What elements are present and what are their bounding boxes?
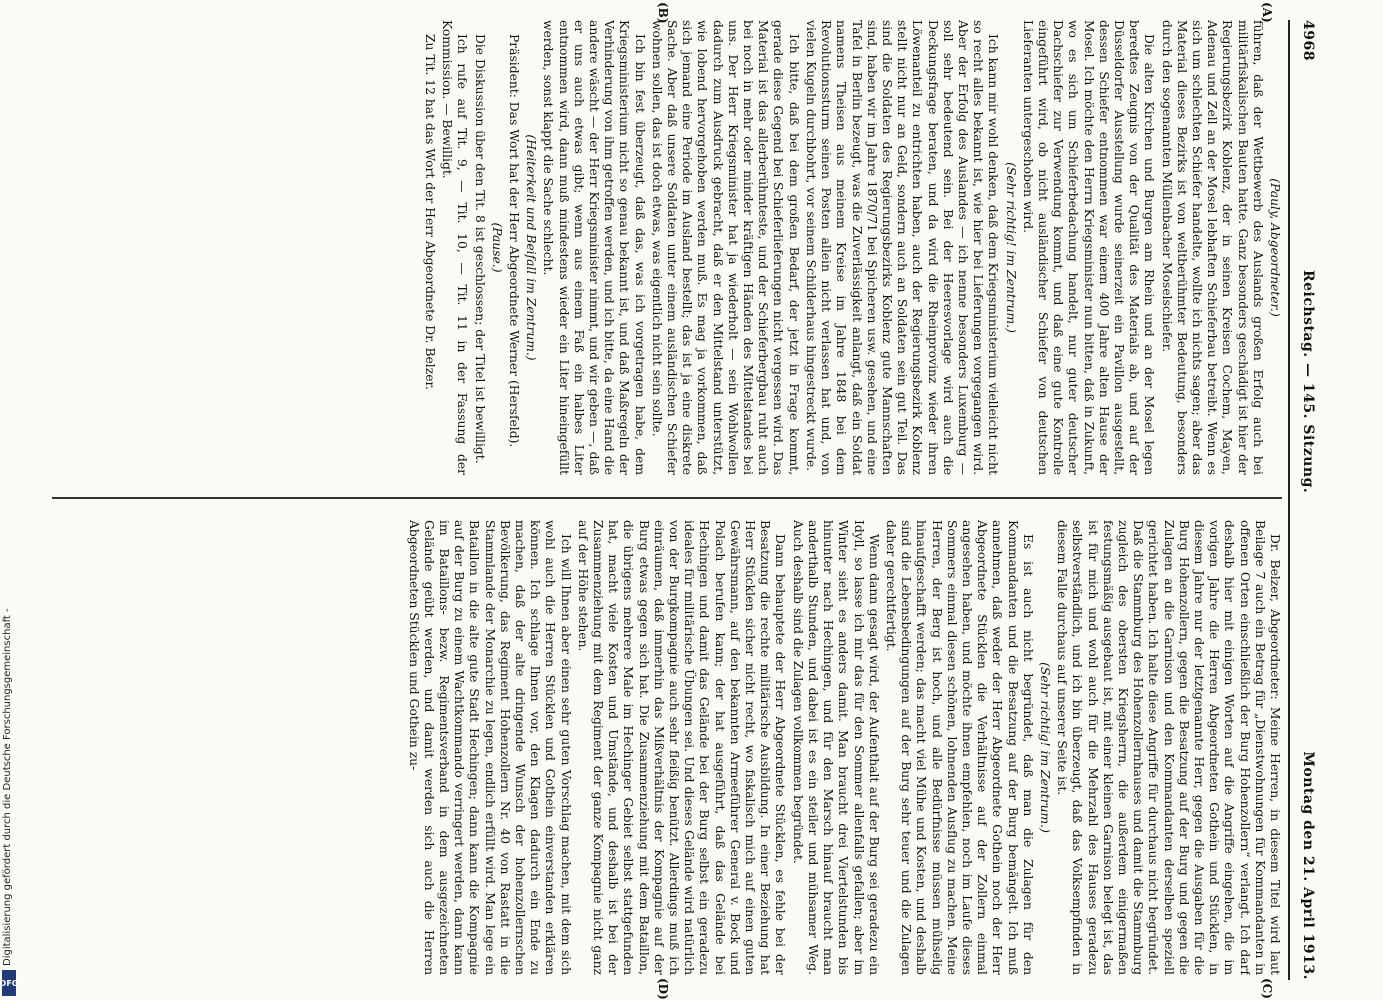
paragraph: Ich kann mir wohl denken, daß dem Kriegsministerium vielleicht nicht so recht alles bekannt ist, wie hier bei Lieferungen vorgegangen wird. Aber der Erfolg des Auslandes — ich nenne besonders Luxemburg — soll sehr bedeutend sein. Bei der Heeresvorlage wird auch die Deckungsfrage beraten, und da wird die Rheinprovinz wieder ihren Löwenanteil zu entrichten haben, auch der Regierungsbezirk Koblenz stellt nicht nur an Geld, sondern auch an Soldaten sein gut Teil. Das sind die Soldaten des Regierungsbezirks Koblenz gute Mannschaften sind, haben wir im Jahre 1870/71 bei Spicheren usw. gesehen, und eine Tafel in Berlin bezeugt, was die Zuverlässigkeit anlangt, daß ein Soldat namens Theisen aus meinem Kreise im Jahre 1848 bei dem Revolutionssturm seinen Posten allein nicht verlassen hat und, von vielen Kugeln durchbohrt, vor seinem Schilderhaus hingestreckt wurde. [803, 20, 1001, 475]
header-session: Reichstag. — 145. Sitzung. [1300, 270, 1316, 494]
paragraph: Die alten Kirchen und Burgen am Rhein und an der Mosel legen beredtes Zeugnis von der Qualität des Materials ab, und auf der Düsseldorfer Ausstellung wurde seinerzeit ein Pavillon ausgestellt, dessen Schiefer entnommen war einem 400 Jahre alten Hause der Mosel. Ich möchte den Herrn Kriegsminister nun bitten, daß in Zukunft, wo es sich um Schieferbedachung handelt, nur guter deutscher Dachschiefer zur Verwendung kommt, und daß eine gute Kontrolle eingeführt wird, ob nicht ausländischer Schiefer von deutschen Lieferanten untergeschoben wird. [1020, 20, 1157, 475]
paragraph: führen, daß der Wettbewerb des Auslands großen Erfolg auch bei militärfiskalischen Bauten hatte. Ganz besonders geschädigt ist hier der Regierungsbezirk Koblenz, der in seinen Kreisen Cochem, Mayen, Adenau und Zell an der Mosel lebhaften Schieferbau betreibt. Wenn es sich um schlechten Schiefer handelte, wollte ich nichts sagen; aber das Material dieses Bezirks ist von weltberühmter Bedeutung, besonders durch den sogenannten Müllenbacher Moselschiefer. [1159, 20, 1265, 475]
paragraph: Dann behauptete der Herr Abgeordnete Stücklen, es fehle bei der Besatzung die rechte militärische Ausbildung. In einer Beziehung hat Herr Stücklen sicher nicht recht, wo fiskalisch mich auf einen guten Gewährsmann, auf den bekannten Armeeführer General v. Bock und Polach berufen kann; der hat ausgeführt, daß das Gelände bei Hechingen und damit das Gelände bei der Burg selbst ein geradezu ideales für militärische Übungen sei. Und dieses Gelände wird natürlich von der Burgkompagnie auch sehr fleißig benützt. Allerdings muß ich einräumen, daß immerhin das Mißverhältnis der Kompagnie auf der Burg etwas gegen sich hat. Die Zusammenziehung mit dem Bataillon, die übrigens mehrere Male im Hechinger Gebiet selbst stattgefunden hat, macht viele Kosten und Umstände, und deshalb ist bei der Zusammenziehung mit dem Regiment der ganze Kompagnie nicht ganz auf der Höhe stehen. [575, 520, 788, 975]
paragraph: Wenn dann gesagt wird, der Aufenthalt auf der Burg sei geradezu ein Idyll, so lasse ich mir das für den Sommer allenfalls gefallen; aber im Winter sieht es anders damit. Man braucht drei Viertelstunden bis hinunter nach Hechingen, und für den Marsch hinauf braucht man anderthalb Stunden, und dabei ist es ein steiler und mühsamer Weg. Auch deshalb sind die Zulagen vollkommen begründet. [790, 520, 881, 975]
paragraph: Ich bin fest überzeugt, daß das, was ich vorgetragen habe, dem Kriegsministerium nicht so genau bekannt ist, und daß Maßregeln der Verhinderung von ihm getroffen werden, und ich bitte, da eine Hand die andere wäscht — der Herr Kriegsminister nimmt, und wir geben —, daß er uns auch etwas gibt; wenn aus einem Faß ein halbes Liter entnommen wird, dann muß mindestens wieder ein Liter hineingefüllt werden, sonst klappt die Sache schlecht. [541, 20, 647, 475]
digitization-note: Digitalisierung gefördert durch die Deutsche Forschungsgemeinschaft - [2, 608, 13, 966]
interjection: (Heiterkeit und Beifall im Zentrum.) [524, 134, 539, 361]
interjection: (Sehr richtig! im Zentrum.) [1037, 662, 1052, 833]
margin-mark-d: (D) [656, 978, 670, 1000]
paragraph: Ich rufe auf Tit. 9, — Tit. 10, — Tit. 11 in der Fassung der Kommission. — Bewilligt. [440, 20, 470, 475]
paragraph: Die Diskussion über den Tit. 8 ist geschlossen; der Titel ist bewilligt. [472, 34, 487, 464]
paragraph: Zu Tit. 12 hat das Wort der Herr Abgeordnete Dr. Belzer. [423, 34, 438, 390]
paragraph: Ich will Ihnen aber einen sehr guten Vorschlag machen, mit dem sich wohl auch die Herren Stücklen und Gothein einverstanden erklären können. Ich schlage Ihnen vor, den Klagen dadurch ein Ende zu machen, daß der alte dringende Wunsch der hohenzollernschen Bevölkerung, das Regiment Hohenzollern Nr. 40 von Rastatt in die Stammlande der Monarchie zu legen, endlich erfüllt wird. Man lege ein Bataillon in die alte gute Stadt Hechingen; dann kann die Kompagnie auf der Burg zu einem Wachtkommando verringert werden, dann kann im Bataillons- bezw. Regimentsverband in dem ausgezeichneten Gelände geübt werden, und damit werden sich auch die Herren Abgeordneten Stücklen und Gothein zu- [406, 520, 573, 975]
paragraph: Dr. Belzer, Abgeordneter: Meine Herren, in diesem Titel wird laut Beilage 7 auch ein Betrag für „Dienstwohnungen für Kommandanten in offenen Orten einschließlich der Burg Hohenzollern“ verlangt. Ich darf deshalb hier mit einigen Worten auf die Angriffe eingehen, die im vorigen Jahre die Herren Abgeordneten Gothein und Stücklen, in diesem Jahre nur der letztgenannte Herr, gegen die Ausgaben für die Burg Hohenzollern, gegen die Besatzung auf der Burg und gegen die Zulagen an die Garnison und den Kommandanten derselben speziell gerichtet haben. Ich halte diese Angriffe für durchaus nicht begründet. Daß die Stammburg des Hohenzollernhauses und damit die Stammburg zugleich des obersten Kriegsherrn, die außerdem einigermaßen festungsmäßig ausgebaut ist, mit einer kleinen Garnison belegt ist, das ist für mich und wohl auch für die Mehrzahl des Hauses geradezu selbstverständlich, und ich bin überzeugt, daß das Volksempfinden in diesem Falle durchaus auf unserer Seite ist. [1055, 520, 1282, 975]
right-column [52, 520, 1282, 975]
dfg-logo: DFG [2, 970, 16, 996]
column-divider [52, 497, 1282, 499]
margin-mark-a: (A) [1260, 2, 1274, 23]
interjection: (Pause.) [489, 222, 504, 273]
page-number: 4968 [1300, 20, 1316, 61]
header-rule [1288, 20, 1290, 980]
margin-mark-b: (B) [656, 2, 670, 24]
speaker-tag: (Pauly, Abgeordneter.) [1268, 178, 1282, 317]
paragraph: Präsident: Das Wort hat der Herr Abgeordnete Werner (Hersfeld). [507, 34, 522, 448]
page-header [1286, 20, 1316, 980]
margin-mark-c: (C) [1260, 978, 1274, 999]
left-column [52, 20, 1282, 475]
header-date: Montag den 21. April 1913. [1300, 751, 1316, 980]
paragraph: Ich bitte, daß bei dem großen Bedarf, der jetzt in Frage kommt, gerade diese Gegend bei Schieferlieferungen nicht vergessen wird. Das Material ist das allerberühmteste, und der Schieferbergbau ruht auch bei noch in mehr oder minder kräftigen Händen des Mittelstandes bei uns. Der Herr Kriegsminister hat ja wiederholt — sein Wohlwollen dadurch zum Ausdruck gebracht, daß er den Mittelstand unterstützt, wie lobend hervorgehoben werden muß. Es mag ja vorkommen, daß sich jemand eine Periode im Ausland bestellt; das ist ja eine diskrete Sache. Aber daß unsere Soldaten unter einem ausländischen Schiefer wohnen sollen, das ist doch etwas, was eigentlich nicht sein sollte. [649, 20, 801, 475]
interjection: (Sehr richtig! im Zentrum.) [1003, 162, 1018, 333]
paragraph: Es ist auch nicht begründet, daß man die Zulagen für den Kommandanten und die Besatzung auf der Burg bemängelt. Ich muß annehmen, daß weder der Herr Abgeordnete Gothein noch der Herr Abgeordnete Stücklen die Verhältnisse auf der Zollern einmal angesehen haben, und möchte ihnen empfehlen, noch im Laufe dieses Sommers einmal diesen schönen, lohnenden Ausflug zu machen. Meine Herren, der Berg ist hoch, und alle Bedürfnisse müssen mühselig hinaufgeschafft werden; das macht viel Mühe und Kosten, und deshalb sind die Lebensbedingungen auf der Burg sehr teuer und die Zulagen daher gerechtfertigt. [883, 520, 1035, 975]
